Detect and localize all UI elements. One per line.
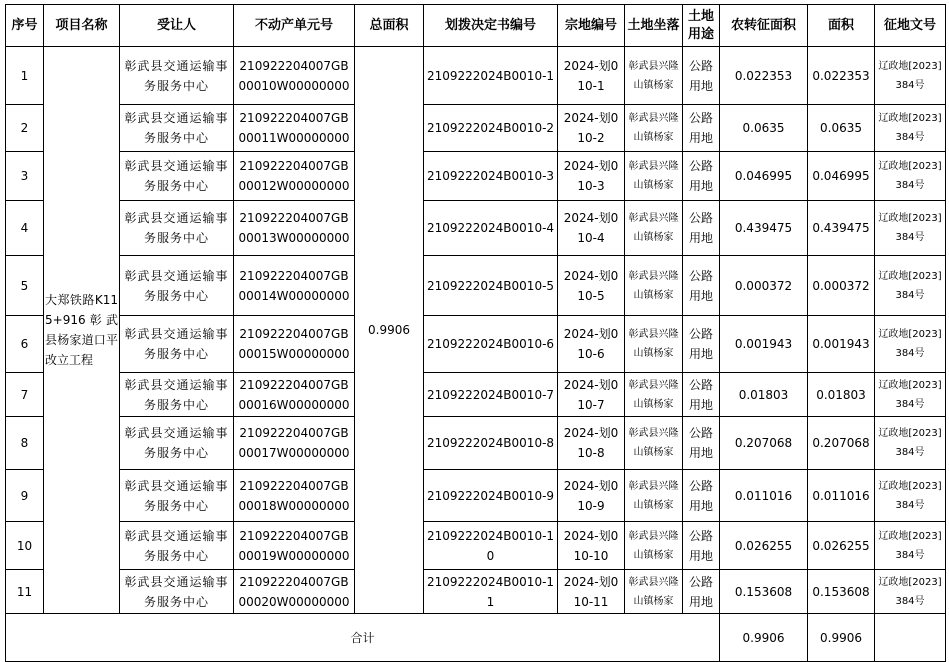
row-applicant: 彰武县交通运输事务服务中心 <box>120 201 234 256</box>
row-doc-no: 辽政地[2023]384号 <box>875 152 946 201</box>
row-parcel-no: 2024-划010-6 <box>558 316 625 373</box>
row-parcel-no: 2024-划010-3 <box>558 152 625 201</box>
row-applicant: 彰武县交通运输事务服务中心 <box>120 152 234 201</box>
row-doc-no: 辽政地[2023]384号 <box>875 256 946 316</box>
row-area: 0.046995 <box>808 152 875 201</box>
row-parcel-no: 2024-划010-4 <box>558 201 625 256</box>
row-parcel-no: 2024-划010-1 <box>558 47 625 105</box>
header-row <box>6 5 946 47</box>
row-area: 0.000372 <box>808 256 875 316</box>
row-parcel-no: 2024-划010-10 <box>558 522 625 570</box>
row-usage: 公路用地 <box>683 470 720 522</box>
row-location: 彰武县兴隆山镇杨家 <box>625 256 683 316</box>
row-usage: 公路用地 <box>683 316 720 373</box>
row-converted-area: 0.000372 <box>720 256 808 316</box>
row-area: 0.153608 <box>808 570 875 614</box>
row-seq: 9 <box>6 470 44 522</box>
row-applicant: 彰武县交通运输事务服务中心 <box>120 105 234 152</box>
row-doc-no: 辽政地[2023]384号 <box>875 105 946 152</box>
row-usage: 公路用地 <box>683 201 720 256</box>
row-seq: 10 <box>6 522 44 570</box>
row-usage: 公路用地 <box>683 256 720 316</box>
row-applicant: 彰武县交通运输事务服务中心 <box>120 316 234 373</box>
row-location: 彰武县兴隆山镇杨家 <box>625 152 683 201</box>
row-decision-no: 2109222024B0010-6 <box>424 316 558 373</box>
table-body <box>6 47 946 614</box>
row-parcel-no: 2024-划010-8 <box>558 417 625 470</box>
table-row <box>6 201 946 256</box>
row-applicant: 彰武县交通运输事务服务中心 <box>120 373 234 417</box>
table-row <box>6 522 946 570</box>
row-area: 0.0635 <box>808 105 875 152</box>
row-converted-area: 0.022353 <box>720 47 808 105</box>
row-location: 彰武县兴隆山镇杨家 <box>625 522 683 570</box>
row-seq: 1 <box>6 47 44 105</box>
row-seq: 6 <box>6 316 44 373</box>
header-seq: 序号 <box>6 5 44 47</box>
row-decision-no: 2109222024B0010-11 <box>424 570 558 614</box>
row-parcel-no: 2024-划010-2 <box>558 105 625 152</box>
land-allocation-table <box>5 4 946 662</box>
row-seq: 8 <box>6 417 44 470</box>
row-converted-area: 0.011016 <box>720 470 808 522</box>
row-location: 彰武县兴隆山镇杨家 <box>625 316 683 373</box>
table-row <box>6 470 946 522</box>
row-unit-no: 210922204007GB00012W00000000 <box>234 152 355 201</box>
row-doc-no: 辽政地[2023]384号 <box>875 570 946 614</box>
table-row <box>6 417 946 470</box>
row-doc-no: 辽政地[2023]384号 <box>875 373 946 417</box>
row-decision-no: 2109222024B0010-1 <box>424 47 558 105</box>
row-area: 0.022353 <box>808 47 875 105</box>
header-usage: 土地用途 <box>683 5 720 47</box>
row-converted-area: 0.439475 <box>720 201 808 256</box>
row-unit-no: 210922204007GB00020W00000000 <box>234 570 355 614</box>
table-row <box>6 570 946 614</box>
row-converted-area: 0.207068 <box>720 417 808 470</box>
row-location: 彰武县兴隆山镇杨家 <box>625 105 683 152</box>
row-usage: 公路用地 <box>683 47 720 105</box>
header-location: 土地坐落 <box>625 5 683 47</box>
row-location: 彰武县兴隆山镇杨家 <box>625 201 683 256</box>
row-applicant: 彰武县交通运输事务服务中心 <box>120 256 234 316</box>
header-decision-no: 划拨决定书编号 <box>424 5 558 47</box>
row-applicant: 彰武县交通运输事务服务中心 <box>120 570 234 614</box>
total-row <box>6 614 946 662</box>
row-unit-no: 210922204007GB00016W00000000 <box>234 373 355 417</box>
row-area: 0.026255 <box>808 522 875 570</box>
row-converted-area: 0.026255 <box>720 522 808 570</box>
row-unit-no: 210922204007GB00015W00000000 <box>234 316 355 373</box>
row-doc-no: 辽政地[2023]384号 <box>875 417 946 470</box>
row-doc-no: 辽政地[2023]384号 <box>875 201 946 256</box>
row-parcel-no: 2024-划010-9 <box>558 470 625 522</box>
row-doc-no: 辽政地[2023]384号 <box>875 470 946 522</box>
row-unit-no: 210922204007GB00017W00000000 <box>234 417 355 470</box>
table-row <box>6 105 946 152</box>
row-unit-no: 210922204007GB00011W00000000 <box>234 105 355 152</box>
row-usage: 公路用地 <box>683 105 720 152</box>
row-area: 0.01803 <box>808 373 875 417</box>
row-doc-no: 辽政地[2023]384号 <box>875 522 946 570</box>
row-decision-no: 2109222024B0010-3 <box>424 152 558 201</box>
row-applicant: 彰武县交通运输事务服务中心 <box>120 47 234 105</box>
row-unit-no: 210922204007GB00010W00000000 <box>234 47 355 105</box>
row-parcel-no: 2024-划010-5 <box>558 256 625 316</box>
row-location: 彰武县兴隆山镇杨家 <box>625 47 683 105</box>
row-converted-area: 0.0635 <box>720 105 808 152</box>
row-location: 彰武县兴隆山镇杨家 <box>625 373 683 417</box>
row-decision-no: 2109222024B0010-4 <box>424 201 558 256</box>
header-total-area: 总面积 <box>355 5 424 47</box>
row-decision-no: 2109222024B0010-10 <box>424 522 558 570</box>
row-area: 0.001943 <box>808 316 875 373</box>
table-row <box>6 373 946 417</box>
table-row <box>6 316 946 373</box>
row-location: 彰武县兴隆山镇杨家 <box>625 570 683 614</box>
row-seq: 11 <box>6 570 44 614</box>
row-parcel-no: 2024-划010-7 <box>558 373 625 417</box>
row-doc-no: 辽政地[2023]384号 <box>875 47 946 105</box>
row-applicant: 彰武县交通运输事务服务中心 <box>120 417 234 470</box>
row-unit-no: 210922204007GB00018W00000000 <box>234 470 355 522</box>
project-name-cell: 大郑铁路K115+916彰武县杨家道口平改立工程 <box>44 47 120 614</box>
total-label: 合计 <box>6 614 720 662</box>
row-decision-no: 2109222024B0010-9 <box>424 470 558 522</box>
row-doc-no: 辽政地[2023]384号 <box>875 316 946 373</box>
row-converted-area: 0.001943 <box>720 316 808 373</box>
row-usage: 公路用地 <box>683 522 720 570</box>
row-decision-no: 2109222024B0010-7 <box>424 373 558 417</box>
header-converted-area: 农转征面积 <box>720 5 808 47</box>
table-row <box>6 152 946 201</box>
table-row <box>6 256 946 316</box>
header-project: 项目名称 <box>44 5 120 47</box>
row-parcel-no: 2024-划010-11 <box>558 570 625 614</box>
row-area: 0.011016 <box>808 470 875 522</box>
row-converted-area: 0.01803 <box>720 373 808 417</box>
header-parcel-no: 宗地编号 <box>558 5 625 47</box>
row-decision-no: 2109222024B0010-2 <box>424 105 558 152</box>
header-unit-no: 不动产单元号 <box>234 5 355 47</box>
row-applicant: 彰武县交通运输事务服务中心 <box>120 522 234 570</box>
total-converted-area: 0.9906 <box>720 614 808 662</box>
row-converted-area: 0.153608 <box>720 570 808 614</box>
row-seq: 7 <box>6 373 44 417</box>
row-unit-no: 210922204007GB00014W00000000 <box>234 256 355 316</box>
header-applicant: 受让人 <box>120 5 234 47</box>
row-decision-no: 2109222024B0010-5 <box>424 256 558 316</box>
row-unit-no: 210922204007GB00013W00000000 <box>234 201 355 256</box>
row-seq: 2 <box>6 105 44 152</box>
row-area: 0.439475 <box>808 201 875 256</box>
header-area: 面积 <box>808 5 875 47</box>
total-doc-no-empty <box>875 614 946 662</box>
row-applicant: 彰武县交通运输事务服务中心 <box>120 470 234 522</box>
row-seq: 3 <box>6 152 44 201</box>
row-usage: 公路用地 <box>683 373 720 417</box>
row-unit-no: 210922204007GB00019W00000000 <box>234 522 355 570</box>
header-doc-no: 征地文号 <box>875 5 946 47</box>
table-row <box>6 47 946 105</box>
row-usage: 公路用地 <box>683 570 720 614</box>
total-area-sum: 0.9906 <box>808 614 875 662</box>
row-usage: 公路用地 <box>683 417 720 470</box>
total-area-cell: 0.9906 <box>355 47 424 614</box>
row-seq: 5 <box>6 256 44 316</box>
row-decision-no: 2109222024B0010-8 <box>424 417 558 470</box>
row-seq: 4 <box>6 201 44 256</box>
row-area: 0.207068 <box>808 417 875 470</box>
row-location: 彰武县兴隆山镇杨家 <box>625 417 683 470</box>
row-converted-area: 0.046995 <box>720 152 808 201</box>
row-location: 彰武县兴隆山镇杨家 <box>625 470 683 522</box>
row-usage: 公路用地 <box>683 152 720 201</box>
